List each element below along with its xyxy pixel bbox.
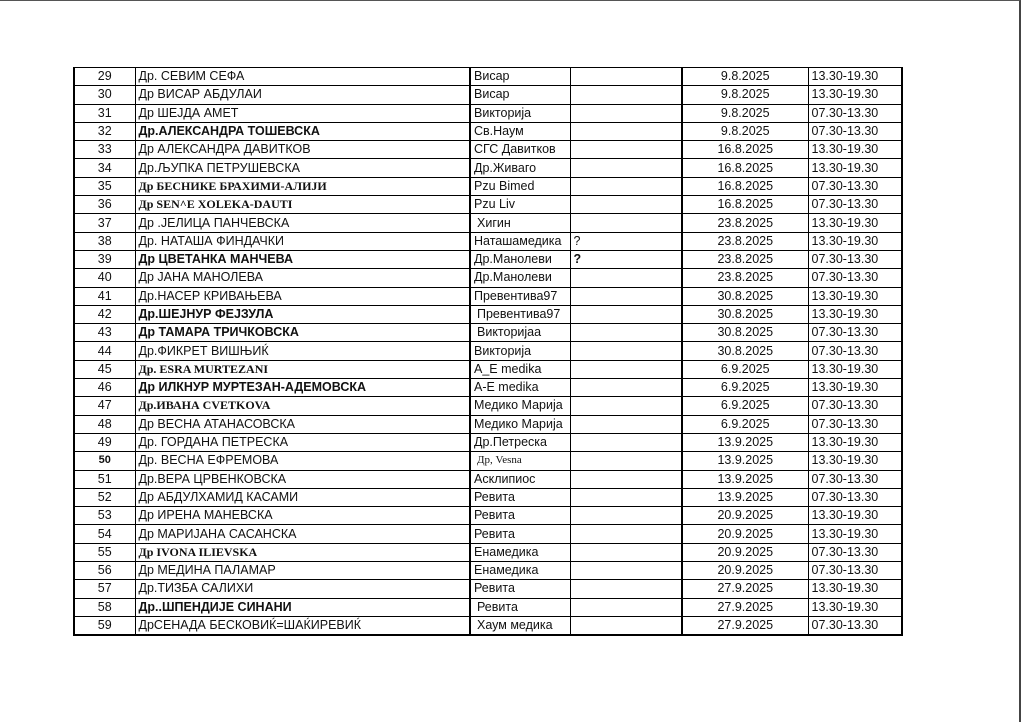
doctor-name: Др.ФИКРЕТ ВИШЊИЌ bbox=[135, 342, 470, 360]
shift-time: 13.30-19.30 bbox=[808, 433, 902, 451]
table-row bbox=[74, 250, 902, 268]
row-number: 38 bbox=[74, 232, 135, 250]
note-cell bbox=[570, 177, 682, 195]
note-cell bbox=[570, 305, 682, 323]
row-number: 31 bbox=[74, 104, 135, 122]
note-cell bbox=[570, 562, 682, 580]
row-number: 32 bbox=[74, 122, 135, 140]
note-cell bbox=[570, 104, 682, 122]
row-number: 40 bbox=[74, 269, 135, 287]
doctor-name: Др ЦВЕТАНКА МАНЧЕВА bbox=[135, 250, 470, 268]
shift-time: 13.30-19.30 bbox=[808, 68, 902, 86]
table-row bbox=[74, 543, 902, 561]
institution-name: СГС Давитков bbox=[470, 141, 570, 159]
institution-name: Др.Манолеви bbox=[470, 250, 570, 268]
note-cell bbox=[570, 159, 682, 177]
table-row bbox=[74, 68, 902, 86]
row-number: 35 bbox=[74, 177, 135, 195]
shift-time: 13.30-19.30 bbox=[808, 580, 902, 598]
row-number: 37 bbox=[74, 214, 135, 232]
row-number: 47 bbox=[74, 397, 135, 415]
table-row bbox=[74, 305, 902, 323]
institution-name: Др.Петреска bbox=[470, 433, 570, 451]
doctor-name: Др.ШЕЈНУР ФЕЈЗУЛА bbox=[135, 305, 470, 323]
shift-date: 6.9.2025 bbox=[682, 415, 808, 433]
institution-name: Хаум медика bbox=[470, 616, 570, 635]
table-row bbox=[74, 214, 902, 232]
shift-date: 30.8.2025 bbox=[682, 342, 808, 360]
note-cell bbox=[570, 360, 682, 378]
row-number: 29 bbox=[74, 68, 135, 86]
shift-date: 30.8.2025 bbox=[682, 305, 808, 323]
row-number: 48 bbox=[74, 415, 135, 433]
shift-date: 23.8.2025 bbox=[682, 250, 808, 268]
note-cell bbox=[570, 379, 682, 397]
row-number: 51 bbox=[74, 470, 135, 488]
shift-time: 13.30-19.30 bbox=[808, 360, 902, 378]
shift-date: 20.9.2025 bbox=[682, 507, 808, 525]
shift-time: 07.30-13.30 bbox=[808, 250, 902, 268]
institution-name: A-E medika bbox=[470, 379, 570, 397]
shift-date: 16.8.2025 bbox=[682, 141, 808, 159]
row-number: 34 bbox=[74, 159, 135, 177]
table-row bbox=[74, 360, 902, 378]
table-row bbox=[74, 196, 902, 214]
shift-date: 23.8.2025 bbox=[682, 232, 808, 250]
shift-time: 13.30-19.30 bbox=[808, 452, 902, 470]
row-number: 58 bbox=[74, 598, 135, 616]
table-row bbox=[74, 452, 902, 470]
shift-time: 07.30-13.30 bbox=[808, 104, 902, 122]
row-number: 53 bbox=[74, 507, 135, 525]
shift-date: 20.9.2025 bbox=[682, 543, 808, 561]
doctor-name: Др.ИВАНА CVETKOVA bbox=[135, 397, 470, 415]
note-cell bbox=[570, 598, 682, 616]
table-row bbox=[74, 141, 902, 159]
institution-name: Висар bbox=[470, 86, 570, 104]
doctor-name: Др.ТИЗБА САЛИХИ bbox=[135, 580, 470, 598]
table-row bbox=[74, 232, 902, 250]
note-cell bbox=[570, 86, 682, 104]
shift-date: 23.8.2025 bbox=[682, 214, 808, 232]
roster-body bbox=[74, 68, 902, 636]
doctor-name: Др ИЛКНУР МУРТЕЗАН-АДЕМОВСКА bbox=[135, 379, 470, 397]
doctor-name: Др. ВЕСНА ЕФРЕМОВА bbox=[135, 452, 470, 470]
row-number: 59 bbox=[74, 616, 135, 635]
note-cell bbox=[570, 214, 682, 232]
institution-name: Енамедика bbox=[470, 543, 570, 561]
doctor-name: Др.ЉУПКА ПЕТРУШЕВСКА bbox=[135, 159, 470, 177]
shift-time: 07.30-13.30 bbox=[808, 269, 902, 287]
shift-date: 27.9.2025 bbox=[682, 616, 808, 635]
shift-date: 23.8.2025 bbox=[682, 269, 808, 287]
row-number: 33 bbox=[74, 141, 135, 159]
row-number: 46 bbox=[74, 379, 135, 397]
table-row bbox=[74, 122, 902, 140]
doctor-name: Др.ВЕРА ЦРВЕНКОВСКА bbox=[135, 470, 470, 488]
row-number: 49 bbox=[74, 433, 135, 451]
shift-time: 07.30-13.30 bbox=[808, 342, 902, 360]
row-number: 42 bbox=[74, 305, 135, 323]
table-row bbox=[74, 415, 902, 433]
shift-time: 13.30-19.30 bbox=[808, 214, 902, 232]
shift-time: 07.30-13.30 bbox=[808, 397, 902, 415]
table-row bbox=[74, 379, 902, 397]
shift-time: 13.30-19.30 bbox=[808, 598, 902, 616]
doctor-name: Др. НАТАША ФИНДАЧКИ bbox=[135, 232, 470, 250]
row-number: 39 bbox=[74, 250, 135, 268]
doctor-name: Др МЕДИНА ПАЛАМАР bbox=[135, 562, 470, 580]
institution-name: Pzu Liv bbox=[470, 196, 570, 214]
shift-time: 07.30-13.30 bbox=[808, 196, 902, 214]
shift-date: 6.9.2025 bbox=[682, 360, 808, 378]
table-row bbox=[74, 580, 902, 598]
table-row bbox=[74, 470, 902, 488]
institution-name: Св.Наум bbox=[470, 122, 570, 140]
shift-time: 07.30-13.30 bbox=[808, 122, 902, 140]
note-cell bbox=[570, 507, 682, 525]
shift-time: 07.30-13.30 bbox=[808, 488, 902, 506]
institution-name: Др.Живаго bbox=[470, 159, 570, 177]
shift-time: 13.30-19.30 bbox=[808, 232, 902, 250]
shift-date: 13.9.2025 bbox=[682, 433, 808, 451]
note-cell bbox=[570, 488, 682, 506]
shift-date: 16.8.2025 bbox=[682, 177, 808, 195]
doctor-name: Др АБДУЛХАМИД КАСАМИ bbox=[135, 488, 470, 506]
shift-date: 6.9.2025 bbox=[682, 379, 808, 397]
shift-time: 13.30-19.30 bbox=[808, 305, 902, 323]
shift-time: 13.30-19.30 bbox=[808, 379, 902, 397]
note-cell bbox=[570, 324, 682, 342]
institution-name: Pzu Bimed bbox=[470, 177, 570, 195]
shift-date: 16.8.2025 bbox=[682, 196, 808, 214]
row-number: 50 bbox=[74, 452, 135, 470]
shift-date: 13.9.2025 bbox=[682, 470, 808, 488]
note-cell bbox=[570, 141, 682, 159]
doctor-name: Др..ШПЕНДИЈЕ СИНАНИ bbox=[135, 598, 470, 616]
doctor-name: Др. ГОРДАНА ПЕТРЕСКА bbox=[135, 433, 470, 451]
note-cell: ? bbox=[570, 250, 682, 268]
note-cell bbox=[570, 269, 682, 287]
table-row bbox=[74, 488, 902, 506]
shift-date: 9.8.2025 bbox=[682, 86, 808, 104]
institution-name: Висар bbox=[470, 68, 570, 86]
row-number: 44 bbox=[74, 342, 135, 360]
doctor-name: Др SEN^E XOLEKA-DAUTI bbox=[135, 196, 470, 214]
institution-name: Др.Манолеви bbox=[470, 269, 570, 287]
roster-table bbox=[73, 67, 903, 636]
shift-time: 07.30-13.30 bbox=[808, 324, 902, 342]
note-cell bbox=[570, 68, 682, 86]
doctor-name: Др.АЛЕКСАНДРА ТОШЕВСКА bbox=[135, 122, 470, 140]
shift-time: 07.30-13.30 bbox=[808, 470, 902, 488]
institution-name: Ревита bbox=[470, 507, 570, 525]
table-row bbox=[74, 507, 902, 525]
table-row bbox=[74, 269, 902, 287]
note-cell bbox=[570, 415, 682, 433]
shift-date: 30.8.2025 bbox=[682, 324, 808, 342]
doctor-name: Др. ESRA MURTEZANI bbox=[135, 360, 470, 378]
row-number: 41 bbox=[74, 287, 135, 305]
doctor-name: ДрСЕНАДА БЕСКОВИЌ=ШАЌИРЕВИЌ bbox=[135, 616, 470, 635]
doctor-name: Др.НАСЕР КРИВАЊЕВА bbox=[135, 287, 470, 305]
shift-date: 20.9.2025 bbox=[682, 525, 808, 543]
shift-time: 13.30-19.30 bbox=[808, 159, 902, 177]
row-number: 45 bbox=[74, 360, 135, 378]
table-row bbox=[74, 342, 902, 360]
doctor-name: Др IVONA ILIEVSKA bbox=[135, 543, 470, 561]
note-cell: ? bbox=[570, 232, 682, 250]
institution-name: A_E medika bbox=[470, 360, 570, 378]
table-row bbox=[74, 177, 902, 195]
institution-name: Ревита bbox=[470, 525, 570, 543]
row-number: 43 bbox=[74, 324, 135, 342]
table-row bbox=[74, 104, 902, 122]
shift-date: 20.9.2025 bbox=[682, 562, 808, 580]
table-row bbox=[74, 86, 902, 104]
shift-time: 07.30-13.30 bbox=[808, 177, 902, 195]
institution-name: Ревита bbox=[470, 580, 570, 598]
shift-date: 16.8.2025 bbox=[682, 159, 808, 177]
doctor-name: Др ЈАНА МАНОЛЕВА bbox=[135, 269, 470, 287]
note-cell bbox=[570, 616, 682, 635]
row-number: 36 bbox=[74, 196, 135, 214]
institution-name: Ревита bbox=[470, 598, 570, 616]
doctor-name: Др ТАМАРА ТРИЧКОВСКА bbox=[135, 324, 470, 342]
row-number: 56 bbox=[74, 562, 135, 580]
shift-date: 27.9.2025 bbox=[682, 598, 808, 616]
shift-date: 13.9.2025 bbox=[682, 452, 808, 470]
table-row bbox=[74, 433, 902, 451]
table-row bbox=[74, 598, 902, 616]
note-cell bbox=[570, 122, 682, 140]
shift-time: 07.30-13.30 bbox=[808, 415, 902, 433]
doctor-name: Др. СЕВИМ СЕФА bbox=[135, 68, 470, 86]
shift-time: 07.30-13.30 bbox=[808, 616, 902, 635]
doctor-name: Др МАРИЈАНА САСАНСКА bbox=[135, 525, 470, 543]
doctor-name: Др .ЈЕЛИЦА ПАНЧЕВСКА bbox=[135, 214, 470, 232]
institution-name: Медико Марија bbox=[470, 415, 570, 433]
shift-date: 27.9.2025 bbox=[682, 580, 808, 598]
note-cell bbox=[570, 433, 682, 451]
note-cell bbox=[570, 470, 682, 488]
table-row bbox=[74, 525, 902, 543]
shift-date: 9.8.2025 bbox=[682, 122, 808, 140]
row-number: 57 bbox=[74, 580, 135, 598]
shift-date: 9.8.2025 bbox=[682, 68, 808, 86]
institution-name: Хигин bbox=[470, 214, 570, 232]
table-row bbox=[74, 159, 902, 177]
shift-time: 13.30-19.30 bbox=[808, 525, 902, 543]
institution-name: Викторијаа bbox=[470, 324, 570, 342]
institution-name: Асклипиос bbox=[470, 470, 570, 488]
institution-name: Викторија bbox=[470, 104, 570, 122]
table-row bbox=[74, 397, 902, 415]
doctor-name: Др ШЕЈДА АМЕТ bbox=[135, 104, 470, 122]
institution-name: Ревита bbox=[470, 488, 570, 506]
note-cell bbox=[570, 452, 682, 470]
shift-date: 6.9.2025 bbox=[682, 397, 808, 415]
institution-name: Викторија bbox=[470, 342, 570, 360]
note-cell bbox=[570, 397, 682, 415]
doctor-name: Др ВЕСНА АТАНАСОВСКА bbox=[135, 415, 470, 433]
institution-name: Др, Vesna bbox=[470, 452, 570, 470]
shift-time: 13.30-19.30 bbox=[808, 86, 902, 104]
shift-time: 13.30-19.30 bbox=[808, 287, 902, 305]
row-number: 30 bbox=[74, 86, 135, 104]
shift-time: 13.30-19.30 bbox=[808, 141, 902, 159]
institution-name: Медико Марија bbox=[470, 397, 570, 415]
doctor-name: Др ИРЕНА МАНЕВСКА bbox=[135, 507, 470, 525]
note-cell bbox=[570, 525, 682, 543]
shift-date: 13.9.2025 bbox=[682, 488, 808, 506]
institution-name: Наташамедика bbox=[470, 232, 570, 250]
table-row bbox=[74, 562, 902, 580]
row-number: 52 bbox=[74, 488, 135, 506]
row-number: 55 bbox=[74, 543, 135, 561]
shift-time: 13.30-19.30 bbox=[808, 507, 902, 525]
shift-date: 9.8.2025 bbox=[682, 104, 808, 122]
institution-name: Енамедика bbox=[470, 562, 570, 580]
table-row bbox=[74, 324, 902, 342]
note-cell bbox=[570, 580, 682, 598]
doctor-name: Др БЕСНИКЕ БРАХИМИ-АЛИЈИ bbox=[135, 177, 470, 195]
note-cell bbox=[570, 543, 682, 561]
table-row bbox=[74, 287, 902, 305]
doctor-name: Др ВИСАР АБДУЛАИ bbox=[135, 86, 470, 104]
institution-name: Превентива97 bbox=[470, 305, 570, 323]
institution-name: Превентива97 bbox=[470, 287, 570, 305]
shift-time: 07.30-13.30 bbox=[808, 562, 902, 580]
shift-time: 07.30-13.30 bbox=[808, 543, 902, 561]
shift-date: 30.8.2025 bbox=[682, 287, 808, 305]
doctor-name: Др АЛЕКСАНДРА ДАВИТКОВ bbox=[135, 141, 470, 159]
note-cell bbox=[570, 287, 682, 305]
note-cell bbox=[570, 342, 682, 360]
note-cell bbox=[570, 196, 682, 214]
table-row bbox=[74, 616, 902, 635]
row-number: 54 bbox=[74, 525, 135, 543]
